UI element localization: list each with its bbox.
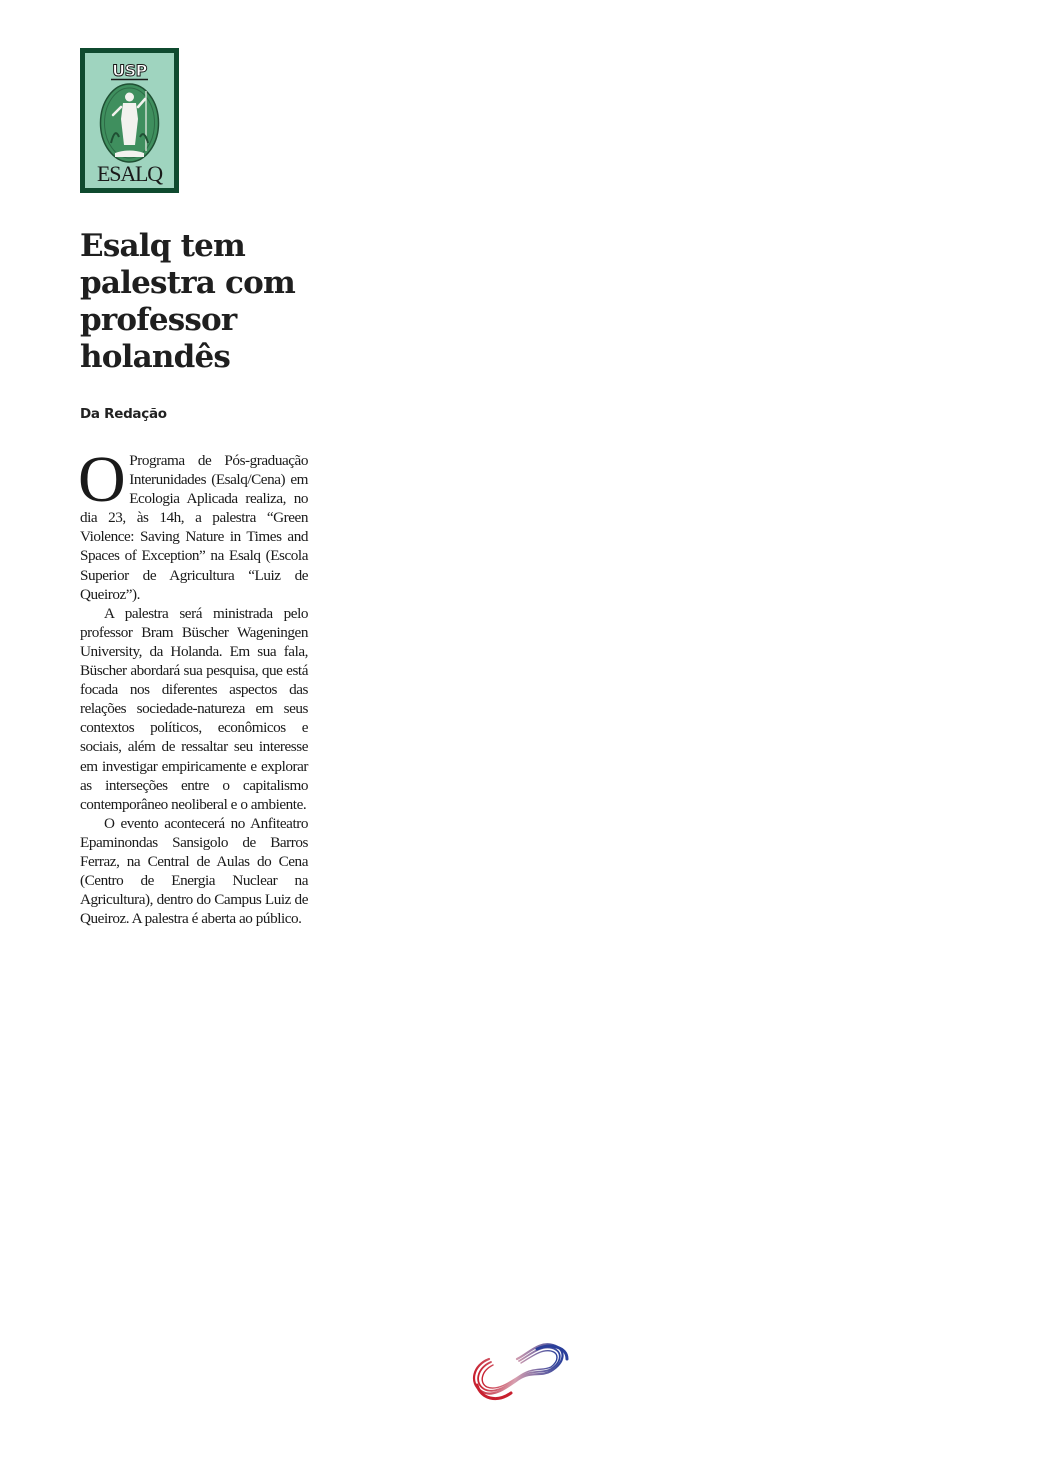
article-body [78, 443, 308, 928]
loop-ribbon-icon [467, 1341, 571, 1407]
headline-line: holandês [80, 339, 231, 375]
logo-usp-text: USP [112, 61, 147, 80]
article-paragraph [78, 443, 308, 604]
article-byline: Da Redação [80, 406, 167, 422]
headline-line: palestra com [80, 265, 295, 301]
drop-cap: O [78, 443, 126, 516]
article-headline [80, 228, 320, 376]
logo-esalq-text: ESALQ [97, 161, 162, 186]
paragraph-text: Programa de Pós-graduação Interunidades (Esalq/Cena) em Ecologia Aplicada realiza, no dia 23, às 14h, a palestra “Green Violence: Saving Nature in Times and Spaces of Exception” na Esalq (Escola Superior de Agricultura “Luiz de Queiroz”). [80, 452, 308, 603]
esalq-logo [80, 48, 179, 193]
esalq-emblem-icon [85, 53, 174, 188]
logo-field [85, 53, 174, 188]
article-paragraph: O evento acontecerá no Anfiteatro Epaminondas Sansigolo de Barros Ferraz, na Central de Aulas do Cena (Centro de Energia Nuclear na Agricultura), dentro do Campus Luiz de Queiroz. A palestra é aberta ao público. [80, 814, 308, 928]
headline-line: professor [80, 302, 237, 338]
headline-line: Esalq tem [80, 228, 246, 264]
article-paragraph: A palestra será ministrada pelo professor Bram Büscher Wageningen University, da Holanda. Em sua fala, Büscher abordará sua pesquisa, que está focada nos diferentes aspectos das relações sociedade-natureza em seus contextos políticos, econômicos e sociais, além de ressaltar seu interesse em investigar empiricamente e explorar as interseções entre o capitalismo contemporâneo neoliberal e o ambiente. [80, 604, 308, 813]
